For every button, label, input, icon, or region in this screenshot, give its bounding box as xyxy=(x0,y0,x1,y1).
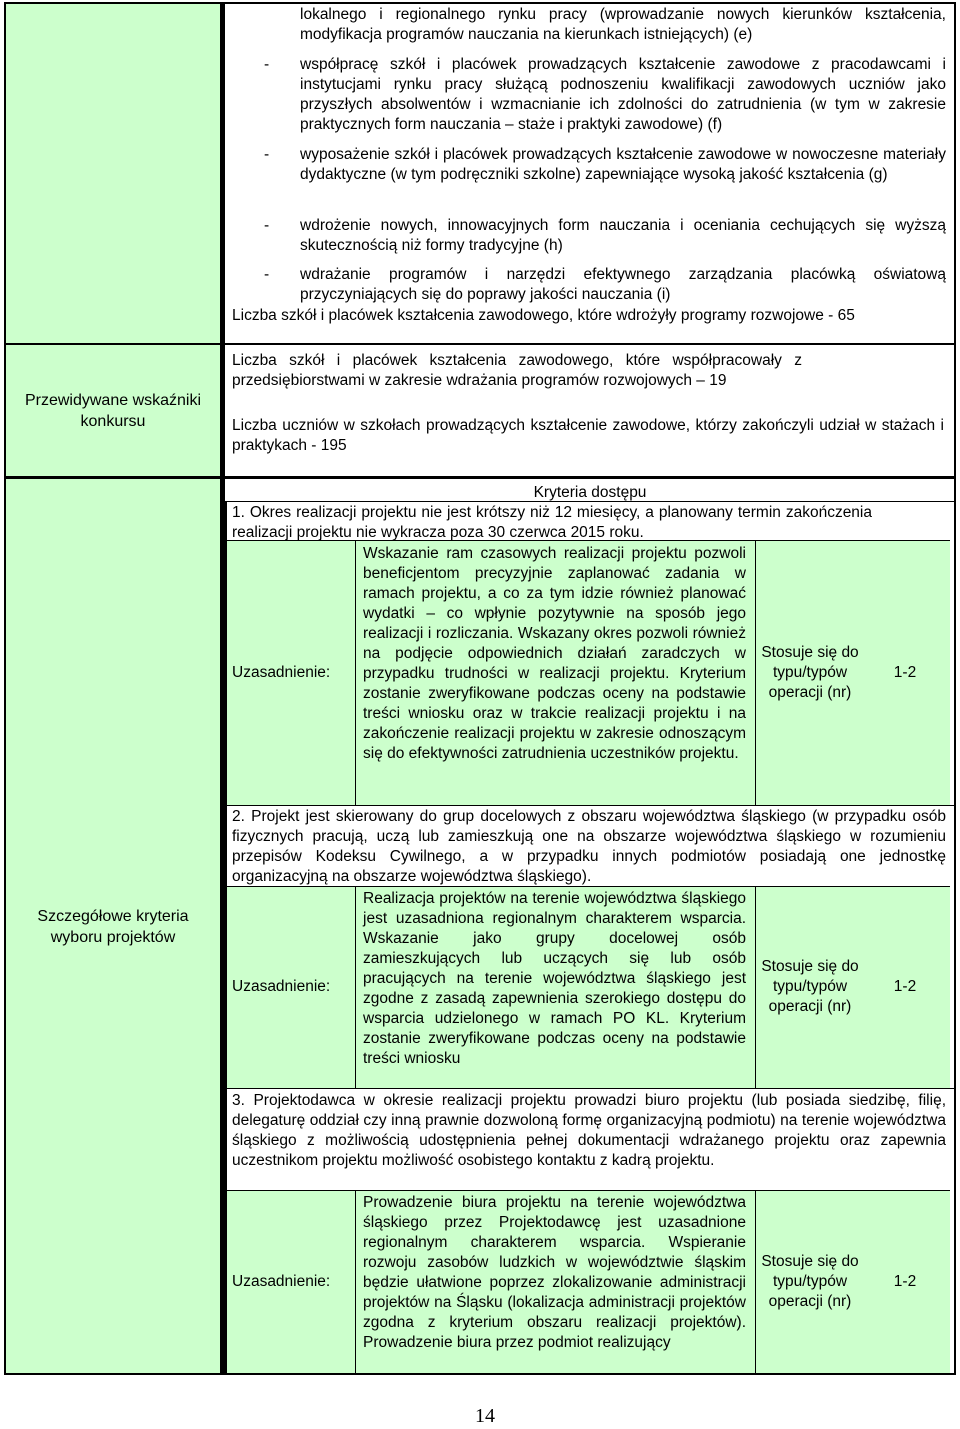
bullet-item: współpracę szkół i placówek prowadzących kształcenie zawodowe z pracodawcami i instytucjami rynku pracy służącą podnoszeniu kwalifikacji zawodowych uczniów jako przyszłych absolwentów i wzmacnianie ich zdolności do zatrudnienia (w tym w zakresie praktycznych form nauczania – staże i praktyki zawodowe) (f) xyxy=(300,56,946,133)
left-column-top-bg xyxy=(6,4,220,344)
bullet-item: wdrożenie nowych, innowacyjnych form nauczania i oceniania cechujących się wyższą skutecznością niż formy tradycyjne (h) xyxy=(300,217,946,254)
table-border-right xyxy=(954,2,956,1375)
bullet-dash: - xyxy=(264,266,270,283)
justification-col-left-1 xyxy=(355,540,356,806)
bullet-dash: - xyxy=(264,217,270,234)
justification-col-left-2 xyxy=(355,886,356,1088)
criterion-title: 1. Okres realizacji projektu nie jest krótszy niż 12 miesięcy, a planowany termin zakończenia realizacji projektu nie wykracza poza 30 czerwca 2015 roku. xyxy=(232,504,872,541)
justification-label: Uzasadnienie: xyxy=(232,978,331,995)
applies-to-label: Stosuje się do typu/typów operacji (nr) xyxy=(761,644,859,701)
criterion-title: 2. Projekt jest skierowany do grup docelowych z obszaru województwa śląskiego (w przypadku osób fizycznych pracują, uczą lub zamieszkują one na obszarze województwa śląskiego w rozumieniu przepisów Kodeksu Cywilnego, a w przypadku innych podmiotów posiadają one jednostkę organizacyjną na obszarze województwa śląskiego). xyxy=(232,808,946,885)
indicators-label: Przewidywane wskaźniki konkursu xyxy=(24,391,202,430)
criteria-label: Szczegółowe kryteria wyboru projektów xyxy=(37,908,189,946)
criterion-justification: Prowadzenie biura projektu na terenie województwa śląskiego przez Projektodawcę jest uzasadnione regionalnym charakterem wsparcia. Wspieranie rozwoju zasobów ludzkich w województwie śląskim będzie ułatwione poprzez zlokalizowanie administracji projektów na Śląsku (lokalizacja administracji projektów zgodna z kryterium obszaru realizacji projektów). Prowadzenie biura przez podmiot realizujący xyxy=(363,1194,746,1351)
indicator-item: Liczba szkół i placówek kształcenia zawodowego, które współpracowały z przedsiębiorstwami w zakresie wdrażania programów rozwojowych – 19 xyxy=(232,352,802,389)
table-border-top xyxy=(4,2,956,4)
inner-border-left xyxy=(225,501,227,1373)
justification-label: Uzasadnienie: xyxy=(232,664,331,681)
criterion-justification: Realizacja projektów na terenie województwa śląskiego jest uzasadniona regionalnym charakterem wsparcia. Wskazanie jako grupy docelowej osób zamieszkujących lub uczących się lub osób pracujących na terenie województwa śląskiego jest zgodne z zasadą zapewnienia szerokiego dostępu do wsparcia udzielonego w ramach PO KL. Kryterium zostanie zweryfikowane podczas oceny na podstawie treści wniosku xyxy=(363,890,746,1067)
bullet-dash: - xyxy=(264,56,270,73)
applies-to-label: Stosuje się do typu/typów operacji (nr) xyxy=(761,1253,859,1310)
operation-types: 1-2 xyxy=(893,664,917,681)
operation-types: 1-2 xyxy=(893,978,917,995)
indicator-item: Liczba uczniów w szkołach prowadzących kształcenie zawodowe, którzy zakończyli udział w stażach i praktykach - 195 xyxy=(232,417,944,454)
operation-types: 1-2 xyxy=(893,1273,917,1290)
applies-to-label: Stosuje się do typu/typów operacji (nr) xyxy=(761,958,859,1015)
bullet-dash: - xyxy=(264,146,270,163)
indicator-line: Liczba szkół i placówek kształcenia zawodowego, które wdrożyły programy rozwojowe - 65 xyxy=(232,307,855,324)
criterion-title: 3. Projektodawca w okresie realizacji projektu prowadzi biuro projektu (lub posiada siedzibę, filię, delegaturę oddział czy inną prawnie dozwoloną formę organizacyjną podmiotu) na terenie województwa śląskiego z możliwością udostępnienia pełnej dokumentacji wdrażanego projektu oraz zapewnia uczestnikom projektu możliwość osobistego kontaktu z kadrą projektu. xyxy=(232,1092,946,1169)
justification-col-right-1 xyxy=(755,540,756,806)
criterion-justification: Wskazanie ram czasowych realizacji projektu pozwoli beneficjentom precyzyjnie zaplanować zadania w ramach projektu, a co za tym idzie również planować wydatki – co wpłynie pozytywnie na sposób jego realizacji i rozliczania. Wskazany okres pozwoli również na podjęcie odpowiednich działań zaradczych w przypadku trudności w realizacji projektu. Kryterium zostanie zweryfikowane podczas oceny na podstawie treści wniosku oraz w trakcie realizacji projektu i na zakończenie realizacji projektu w zakresie odnoszącym się do efektywności zatrudnienia uczestników projektu. xyxy=(363,545,746,762)
justification-col-right-2 xyxy=(755,886,756,1088)
objective-continuation: lokalnego i regionalnego rynku pracy (wprowadzanie nowych kierunków kształcenia, modyfikacja programów nauczania na kierunkach istniejących) (e) xyxy=(300,6,946,43)
page-number: 14 xyxy=(475,1405,495,1427)
table-border-left xyxy=(4,2,6,1375)
justification-label: Uzasadnienie: xyxy=(232,1273,331,1290)
row-2-bottom xyxy=(225,1088,954,1089)
criteria-header: Kryteria dostępu xyxy=(533,484,647,501)
bullet-item: wyposażenie szkół i placówek prowadzących kształcenie zawodowe w nowoczesne materiały dydaktyczne (w tym podręczniki szkolne) zapewniające wysoką jakość kształcenia (g) xyxy=(300,146,946,183)
bullet-item: wdrażanie programów i narzędzi efektywnego zarządzania placówką oświatową przyczyniających się do poprawy jakości nauczania (i) xyxy=(300,266,946,303)
justification-col-right-3 xyxy=(755,1190,756,1374)
justification-col-left-3 xyxy=(355,1190,356,1374)
